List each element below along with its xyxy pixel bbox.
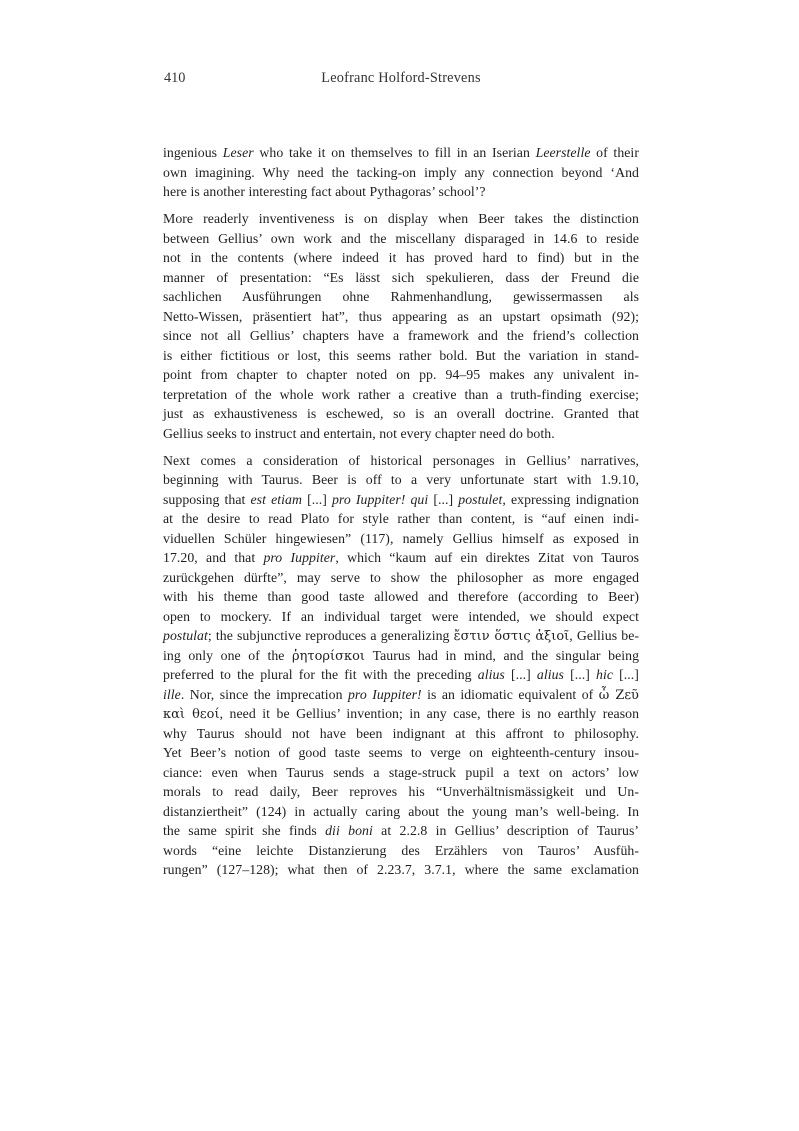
body-text: [...] bbox=[613, 667, 639, 682]
text-line bbox=[163, 209, 639, 229]
body-text: viduellen Schüler hingewiesen” (117), namely Gellius himself as exposed in bbox=[163, 530, 640, 546]
text-line bbox=[163, 307, 639, 327]
body-text: Yet Beer’s notion of good taste seems to verge on eighteenth-century insou- bbox=[163, 745, 639, 760]
body-text: preferred to the plural for the fit with the preceding bbox=[163, 667, 478, 682]
greek-text: ἔστιν ὅστις ἀξιοῖ bbox=[453, 629, 570, 644]
body-text: since not all Gellius’ chapters have a framework and the friend’s collection bbox=[163, 328, 639, 343]
body-text: ingenious bbox=[163, 145, 223, 160]
text-line bbox=[163, 802, 639, 822]
greek-text: καὶ θεοί bbox=[163, 707, 220, 722]
text-line bbox=[163, 548, 639, 568]
text-line bbox=[163, 724, 639, 744]
body-text: not in the contents (where indeed it has proved hard to find) but in the bbox=[163, 250, 640, 265]
paragraph bbox=[163, 451, 639, 880]
body-text: [...] bbox=[428, 491, 459, 507]
body-text: , expressing indignation bbox=[502, 491, 639, 507]
text-line bbox=[163, 665, 639, 685]
italic-text: pro Iuppiter! qui bbox=[331, 491, 429, 507]
body-text: Next comes a consideration of historical personages in Gellius’ narratives, bbox=[163, 452, 639, 468]
text-line bbox=[163, 143, 639, 163]
body-text: why Taurus should not have been indignant at this affront to philosophy. bbox=[163, 725, 639, 741]
text-line bbox=[163, 607, 639, 627]
italic-text: ille bbox=[163, 686, 181, 702]
text-line bbox=[163, 248, 639, 268]
body-text: , which “kaum auf ein direktes Zitat von Tauros bbox=[335, 550, 640, 565]
page-header bbox=[163, 70, 639, 88]
text-line bbox=[163, 268, 639, 288]
text-line bbox=[163, 182, 639, 202]
body-text: own imagining. Why need the tacking-on imply any connection beyond ‘And bbox=[163, 164, 639, 180]
paragraph bbox=[163, 209, 639, 443]
body-text: zurückgehen dürfte”, may serve to show the philosopher as more engaged bbox=[163, 569, 640, 585]
body-text: who take it on themselves to fill in an Iserian bbox=[253, 145, 536, 160]
body-text: words “eine leichte Distanzierung des Erzählers von Tauros’ Ausfüh- bbox=[163, 842, 639, 858]
text-line bbox=[163, 860, 639, 880]
body-text: is either fictitious or lost, this seems rather bold. But the variation in stand- bbox=[163, 347, 639, 363]
text-line bbox=[163, 404, 639, 424]
body-text: Netto-Wissen, präsentiert hat”, thus appearing as an upstart opsimath (92); bbox=[163, 308, 639, 324]
italic-text: dii boni bbox=[325, 823, 373, 838]
italic-text: est etiam bbox=[250, 491, 302, 507]
greek-text: ῥητορίσκοι bbox=[292, 648, 366, 664]
text-line bbox=[163, 346, 639, 366]
italic-text: Leser bbox=[222, 145, 254, 160]
text-line bbox=[163, 490, 639, 510]
body-text: Taurus had in mind, and the singular being bbox=[365, 647, 640, 663]
italic-text: alius bbox=[536, 667, 564, 682]
body-text: just as exhaustiveness is eschewed, so is an overall doctrine. Granted that bbox=[163, 406, 640, 421]
body-text: terpretation of the whole work rather a creative than a truth-finding exercise; bbox=[163, 386, 639, 402]
text-body bbox=[163, 143, 639, 880]
text-line bbox=[163, 782, 639, 802]
text-line bbox=[163, 821, 639, 841]
body-text: Gellius seeks to instruct and entertain, not every chapter need do both. bbox=[163, 425, 555, 441]
text-line bbox=[163, 424, 639, 444]
text-line bbox=[163, 326, 639, 346]
body-text: supposing that bbox=[163, 491, 251, 507]
italic-text: pro Iuppiter! bbox=[347, 686, 422, 702]
body-text: point from chapter to chapter noted on pp. 94–95 makes any univalent in- bbox=[163, 367, 639, 382]
greek-text: ὦ Ζεῦ bbox=[598, 687, 639, 703]
running-header: Leofranc Holford-Strevens bbox=[321, 70, 481, 86]
text-line bbox=[163, 287, 639, 307]
text-line bbox=[163, 365, 639, 385]
body-text: rungen” (127–128); what then of 2.23.7, 3.7.1, where the same exclamation bbox=[163, 862, 639, 877]
text-line bbox=[163, 685, 639, 705]
text-line bbox=[163, 568, 639, 588]
body-text: of their bbox=[590, 145, 639, 160]
body-text: More readerly inventiveness is on display when Beer takes the distinction bbox=[163, 211, 639, 226]
text-line bbox=[163, 385, 639, 405]
italic-text: postulet bbox=[458, 491, 503, 507]
text-line bbox=[163, 763, 639, 783]
body-text: [...] bbox=[301, 491, 332, 507]
text-line bbox=[163, 587, 639, 607]
body-text: with his theme than good taste allowed and therefore (according to Beer) bbox=[163, 589, 639, 604]
body-text: beginning with Taurus. Beer is off to a very unfortunate start with 1.9.10, bbox=[163, 472, 639, 487]
text-line bbox=[163, 163, 639, 183]
body-text: ; the subjunctive reproduces a generalizing bbox=[207, 628, 454, 643]
text-line bbox=[163, 646, 639, 666]
italic-text: hic bbox=[596, 667, 614, 682]
italic-text: pro Iuppiter bbox=[263, 550, 336, 565]
body-text: here is another interesting fact about Pythagoras’ school’? bbox=[163, 184, 486, 199]
text-line bbox=[163, 470, 639, 490]
body-text: at the desire to read Plato for style rather than content, is “auf einen indi- bbox=[163, 511, 640, 526]
text-line bbox=[163, 529, 639, 549]
text-line bbox=[163, 451, 639, 471]
text-line bbox=[163, 743, 639, 763]
body-text: manner of presentation: “Es lässt sich spekulieren, dass der Freund die bbox=[163, 269, 640, 285]
body-text: the same spirit she finds bbox=[163, 823, 326, 838]
body-text: , Gellius be- bbox=[569, 628, 640, 643]
body-text: ciance: even when Taurus sends a stage-struck pupil a text on actors’ low bbox=[163, 764, 639, 780]
italic-text: alius bbox=[477, 667, 505, 682]
body-text: open to mockery. If an individual target were intended, we should expect bbox=[163, 608, 639, 624]
body-text: sachlichen Ausführungen ohne Rahmenhandlung, gewissermassen als bbox=[163, 289, 640, 304]
body-text: is an idiomatic equivalent of bbox=[421, 686, 599, 702]
body-text: , need it be Gellius’ invention; in any case, there is no earthly reason bbox=[219, 706, 640, 721]
body-text: at 2.2.8 in Gellius’ description of Taurus’ bbox=[372, 823, 640, 838]
paragraph bbox=[163, 143, 639, 202]
italic-text: Leerstelle bbox=[535, 145, 591, 160]
body-text: distanziertheit” (124) in actually caring about the young man’s well-being. In bbox=[163, 803, 640, 819]
body-text: [...] bbox=[563, 667, 596, 682]
body-text: . Nor, since the imprecation bbox=[180, 686, 348, 702]
body-text: ing only one of the bbox=[163, 647, 293, 663]
body-text: between Gellius’ own work and the miscellany disparaged in 14.6 to reside bbox=[163, 230, 640, 246]
body-text: 17.20, and that bbox=[163, 550, 264, 565]
text-line bbox=[163, 509, 639, 529]
text-line bbox=[163, 704, 639, 724]
page-number: 410 bbox=[164, 70, 186, 86]
text-line bbox=[163, 626, 639, 646]
body-text: [...] bbox=[504, 667, 537, 682]
text-line bbox=[163, 229, 639, 249]
text-line bbox=[163, 841, 639, 861]
italic-text: postulat bbox=[163, 628, 208, 643]
body-text: morals to read daily, Beer reproves his “Unverhältnismässigkeit und Un- bbox=[163, 784, 639, 799]
